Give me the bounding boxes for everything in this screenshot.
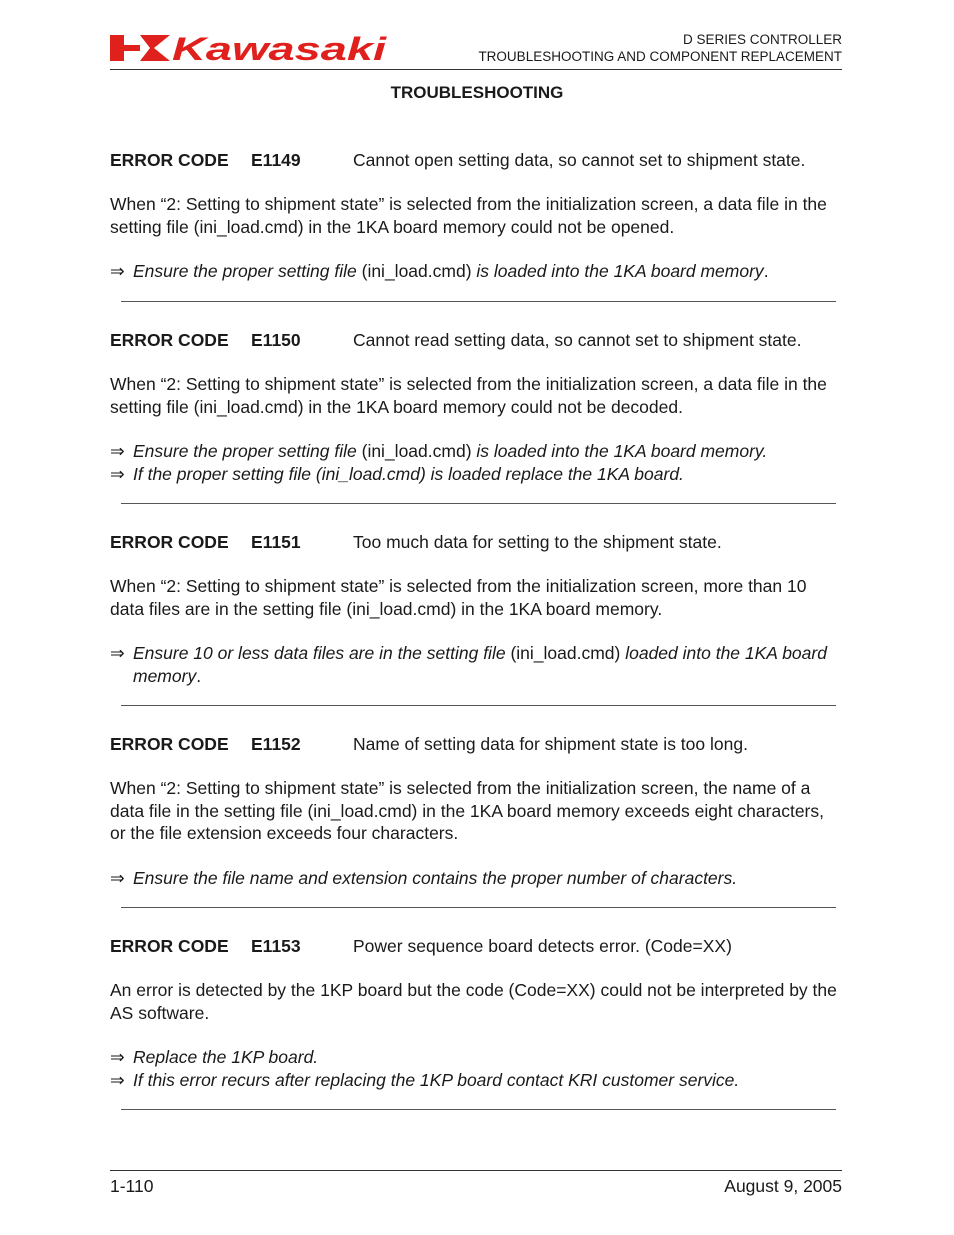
arrow-icon: ⇒ (110, 463, 125, 484)
remedy-list (110, 642, 850, 687)
error-description: When “2: Setting to shipment state” is selected from the initialization screen, a data file in the setting file (ini_load.cmd) in the 1KA board memory could not be opened. (110, 194, 827, 237)
remedy-list (110, 440, 850, 485)
header-line-1: D SERIES CONTROLLER (682, 32, 842, 47)
remedy-item: ⇒ Ensure 10 or less data files are in the setting file (ini_load.cmd) loaded into the 1KA board memory. (110, 643, 827, 686)
remedy-item: ⇒ If the proper setting file (ini_load.cmd) is loaded replace the 1KA board. (110, 463, 684, 484)
remedy-item: ⇒ If this error recurs after replacing the 1KP board contact KRI customer service. (110, 1069, 740, 1090)
kawasaki-logo (110, 32, 388, 64)
error-description: When “2: Setting to shipment state” is selected from the initialization screen, more than 10 data files are in the setting file (ini_load.cmd) in the 1KA board memory. (110, 576, 807, 619)
remedy-list (110, 260, 850, 283)
error-description: When “2: Setting to shipment state” is selected from the initialization screen, a data file in the setting file (ini_load.cmd) in the 1KA board memory could not be decoded. (110, 374, 827, 417)
separator-line (121, 503, 836, 504)
separator-line (121, 907, 836, 908)
error-block-e1151 (110, 531, 850, 687)
error-heading (110, 531, 850, 553)
error-heading (110, 149, 850, 171)
error-code-label: ERROR CODE (110, 150, 229, 170)
remedy-item: ⇒ Ensure the proper setting file (ini_load.cmd) is loaded into the 1KA board memory. (110, 261, 769, 281)
error-title: Power sequence board detects error. (Code=XX) (353, 936, 732, 956)
error-code: E1151 (251, 532, 301, 552)
arrow-icon: ⇒ (110, 441, 125, 461)
remedy-item: ⇒ Ensure the proper setting file (ini_load.cmd) is loaded into the 1KA board memory. (110, 441, 768, 461)
error-code-label: ERROR CODE (110, 330, 229, 350)
separator-line (121, 705, 836, 706)
error-block-e1149 (110, 149, 850, 283)
error-code: E1149 (251, 150, 301, 170)
footer-rule (110, 1170, 842, 1171)
arrow-icon: ⇒ (110, 1047, 125, 1067)
error-description: An error is detected by the 1KP board but the code (Code=XX) could not be interpreted by the AS software. (110, 980, 837, 1023)
page-date: August 9, 2005 (724, 1176, 842, 1196)
separator-line (121, 1109, 836, 1110)
error-code-label: ERROR CODE (110, 734, 229, 754)
error-block-e1152 (110, 733, 850, 889)
error-block-e1153 (110, 935, 850, 1091)
remedy-list (110, 867, 850, 890)
error-title: Too much data for setting to the shipment state. (353, 532, 722, 552)
remedy-item: ⇒ Replace the 1KP board. (110, 1047, 319, 1067)
error-heading (110, 935, 850, 957)
arrow-icon: ⇒ (110, 867, 125, 888)
header-rule (110, 69, 842, 70)
brand-wordmark: Kawasaki (172, 32, 388, 64)
error-title: Name of setting data for shipment state is too long. (353, 734, 748, 754)
arrow-icon: ⇒ (110, 643, 125, 663)
page-number: 1-110 (110, 1176, 154, 1196)
remedy-list (110, 1046, 850, 1091)
arrow-icon: ⇒ (110, 1069, 125, 1090)
error-heading (110, 733, 850, 755)
error-code: E1153 (251, 936, 301, 956)
error-description: When “2: Setting to shipment state” is selected from the initialization screen, the name of a data file in the setting file (ini_load.cmd) in the 1KA board memory exceeds eight characters, or the file extension exceeds four characters. (110, 778, 824, 843)
error-code: E1150 (251, 330, 301, 350)
section-title: TROUBLESHOOTING (390, 83, 564, 102)
error-code-label: ERROR CODE (110, 532, 229, 552)
error-block-e1150 (110, 329, 850, 485)
remedy-item: ⇒ Ensure the file name and extension contains the proper number of characters. (110, 867, 738, 888)
error-code: E1152 (251, 734, 301, 754)
header-line-2: TROUBLESHOOTING AND COMPONENT REPLACEMENT (478, 49, 842, 64)
arrow-icon: ⇒ (110, 261, 125, 281)
error-title: Cannot open setting data, so cannot set to shipment state. (353, 150, 806, 170)
separator-line (121, 301, 836, 302)
error-title: Cannot read setting data, so cannot set to shipment state. (353, 330, 802, 350)
error-code-label: ERROR CODE (110, 936, 229, 956)
error-heading (110, 329, 850, 351)
